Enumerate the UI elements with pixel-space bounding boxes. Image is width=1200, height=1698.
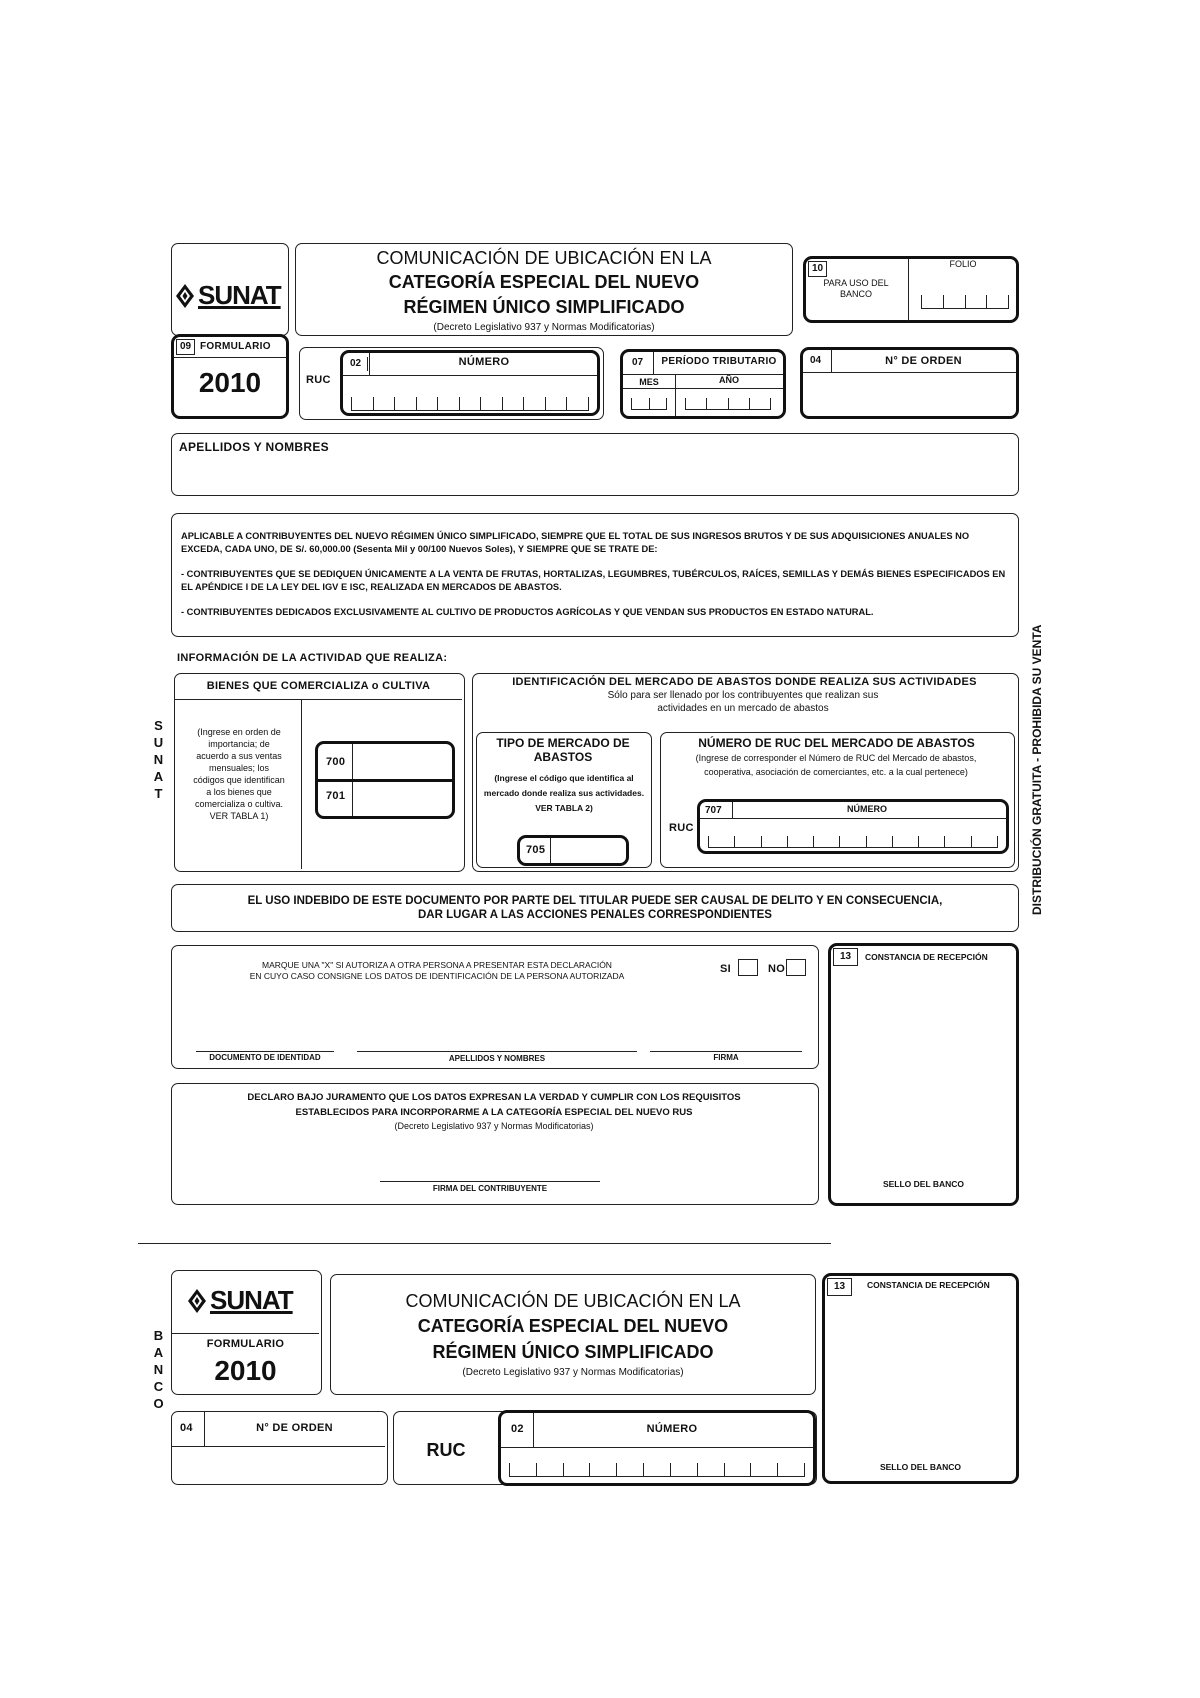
form-subtitle: (Decreto Legislativo 937 y Normas Modificatorias)	[433, 322, 655, 333]
si-label: SI	[720, 963, 731, 975]
mes-label: MES	[639, 377, 659, 387]
autoriza-box	[171, 945, 819, 1069]
bienes-box	[174, 673, 465, 872]
periodo-label: PERÍODO TRIBUTARIO	[661, 356, 777, 367]
sunat-logo: SUNAT	[198, 280, 281, 310]
bottom-sello-banco: SELLO DEL BANCO	[879, 1462, 962, 1472]
bottom-form-number: 2010	[214, 1355, 277, 1386]
bienes-instructions: (Ingrese en orden de importancia; de acuerdo a sus ventas mensuales; los códigos que identifican a los bienes que comercializa o cultiva. VER TABLA 1)	[193, 727, 285, 821]
folio-label: FOLIO	[949, 259, 977, 269]
code-705: 705	[526, 844, 546, 856]
tipo-instructions: (Ingrese el código que identifica al mercado donde realiza sus actividades. VER TABLA 2)	[483, 773, 645, 813]
declaro-line2: ESTABLECIDOS PARA INCORPORARME A LA CATEGORÍA ESPECIAL DEL NUEVO RUS	[295, 1107, 693, 1118]
warning-line1: EL USO INDEBIDO DE ESTE DOCUMENTO POR PARTE DEL TITULAR PUEDE SER CAUSAL DE DELITO Y EN CONSECUENCIA,	[247, 895, 943, 907]
form-title-line3: RÉGIMEN ÚNICO SIMPLIFICADO	[403, 297, 685, 317]
bottom-title-line1: COMUNICACIÓN DE UBICACIÓN EN LA	[405, 1291, 741, 1311]
ruc-box	[299, 347, 604, 420]
periodo-code: 07	[632, 357, 644, 368]
ruc-code: 02	[347, 357, 368, 371]
bottom-title-line3: RÉGIMEN ÚNICO SIMPLIFICADO	[432, 1342, 714, 1362]
autoriza-text-2: EN CUYO CASO CONSIGNE LOS DATOS DE IDENTIFICACIÓN DE LA PERSONA AUTORIZADA	[249, 971, 625, 981]
declaro-line3: (Decreto Legislativo 937 y Normas Modificatorias)	[394, 1121, 594, 1131]
sunat-logo-icon	[176, 284, 194, 308]
bank-use-box	[803, 256, 1019, 323]
form-code: 09	[176, 339, 195, 355]
bottom-ruc-numero-label: NÚMERO	[646, 1423, 698, 1435]
bottom-orden-box[interactable]	[171, 1411, 388, 1485]
code-700: 700	[326, 756, 346, 768]
applicable-box	[171, 513, 1019, 637]
no-checkbox[interactable]	[786, 959, 806, 976]
code-707: 707	[705, 805, 722, 816]
bottom-title-box	[330, 1274, 816, 1395]
firma-label: FIRMA	[713, 1053, 739, 1062]
numruc-instructions: (Ingrese de corresponder el Número de RUC del Mercado de abastos, cooperativa, asociación de comerciantes, etc. a la cual pertenece)	[695, 753, 977, 777]
sunat-logo-icon	[188, 1289, 206, 1313]
apellidos-label: APELLIDOS Y NOMBRES	[179, 440, 329, 454]
constancia-code: 13	[833, 948, 858, 966]
bottom-orden-code: 04	[180, 1422, 193, 1434]
declaro-line1: DECLARO BAJO JURAMENTO QUE LOS DATOS EXPRESAN LA VERDAD Y CUMPLIR CON LOS REQUISITOS	[247, 1092, 741, 1103]
side-label-distribucion: DISTRIBUCIÓN GRATUITA - PROHIBIDA SU VENTA	[1030, 624, 1044, 916]
firma-contribuyente-line[interactable]	[380, 1181, 600, 1182]
no-label: NO	[768, 963, 786, 975]
apellidos-nombres-label: APELLIDOS Y NOMBRES	[448, 1054, 546, 1063]
bottom-ruc-code: 02	[511, 1423, 524, 1435]
side-label-banco: BANCO	[151, 1328, 166, 1413]
orden-box[interactable]	[800, 347, 1019, 419]
periodo-box[interactable]	[620, 349, 786, 419]
orden-code: 04	[810, 355, 822, 366]
orden-label: N° DE ORDEN	[885, 355, 962, 367]
numruc-numero-label: NÚMERO	[847, 804, 887, 814]
firma-contribuyente-label: FIRMA DEL CONTRIBUYENTE	[432, 1184, 548, 1193]
field-705[interactable]	[517, 835, 629, 866]
code-701: 701	[326, 790, 346, 802]
folio-input[interactable]	[921, 295, 1009, 309]
ruc-label: RUC	[306, 374, 331, 386]
num-ruc-mercado-box	[660, 732, 1015, 868]
form-title-line2: CATEGORÍA ESPECIAL DEL NUEVO	[388, 272, 700, 292]
bottom-ruc-box	[393, 1411, 817, 1485]
ano-label: AÑO	[719, 375, 739, 385]
bottom-form-label: FORMULARIO	[206, 1338, 285, 1350]
bottom-constancia-label: CONSTANCIA DE RECEPCIÓN	[867, 1280, 990, 1290]
info-heading: INFORMACIÓN DE LA ACTIVIDAD QUE REALIZA:	[177, 652, 448, 664]
apellidos-nombres-line[interactable]	[357, 1051, 637, 1052]
si-checkbox[interactable]	[738, 959, 758, 976]
bottom-ruc-field[interactable]	[498, 1410, 816, 1486]
tipo-mercado-box	[476, 732, 652, 868]
applicable-bullet2: - CONTRIBUYENTES DEDICADOS EXCLUSIVAMENTE AL CULTIVO DE PRODUCTOS AGRÍCOLAS Y QUE VENDAN SUS PRODUCTOS EN ESTADO NATURAL.	[181, 607, 874, 617]
logo-box	[171, 243, 289, 336]
bottom-constancia-box	[822, 1273, 1019, 1484]
autoriza-text-1: MARQUE UNA "X" SI AUTORIZA A OTRA PERSONA A PRESENTAR ESTA DECLARACIÓN	[262, 960, 612, 970]
ruc-numero-label: NÚMERO	[458, 356, 510, 368]
warning-line2: DAR LUGAR A LAS ACCIONES PENALES CORRESPONDIENTES	[418, 909, 772, 921]
bottom-sunat-logo: SUNAT	[210, 1285, 293, 1315]
numruc-ruc-label: RUC	[669, 822, 694, 834]
bottom-subtitle: (Decreto Legislativo 937 y Normas Modificatorias)	[462, 1367, 684, 1378]
form-title-line1: COMUNICACIÓN DE UBICACIÓN EN LA	[376, 248, 712, 268]
doc-identidad-label: DOCUMENTO DE IDENTIDAD	[209, 1053, 321, 1062]
bottom-title-line2: CATEGORÍA ESPECIAL DEL NUEVO	[417, 1316, 729, 1336]
bottom-ruc-label: RUC	[426, 1440, 466, 1460]
field-700[interactable]	[315, 741, 455, 819]
field-707[interactable]	[697, 799, 1009, 854]
bottom-logo-box	[171, 1270, 322, 1395]
ruc-number-field[interactable]	[340, 350, 600, 416]
sello-banco-label: SELLO DEL BANCO	[882, 1179, 965, 1189]
bottom-orden-label: N° DE ORDEN	[256, 1422, 333, 1434]
apellidos-box[interactable]	[171, 433, 1019, 496]
tipo-header: TIPO DE MERCADO DE ABASTOS	[496, 736, 630, 764]
applicable-text: APLICABLE A CONTRIBUYENTES DEL NUEVO RÉGIMEN ÚNICO SIMPLIFICADO, SIEMPRE QUE EL TOTAL DE SUS INGRESOS BRUTOS Y DE SUS ADQUISICIONES ANUALES NO EXCEDA, CADA UNO, DE S/. 60,000.00 (Sesenta Mil y 00/100 Nuevos Soles), Y SIEMPRE QUE SE TRATE DE:	[181, 531, 970, 554]
declaro-box	[171, 1083, 819, 1205]
form-number: 2010	[198, 367, 262, 398]
numruc-header: NÚMERO DE RUC DEL MERCADO DE ABASTOS	[698, 736, 975, 750]
mercado-box	[472, 673, 1019, 872]
bottom-constancia-code: 13	[827, 1278, 852, 1296]
separator-line	[138, 1243, 831, 1244]
form-label: FORMULARIO	[200, 341, 271, 352]
constancia-box-top	[828, 943, 1019, 1206]
bank-code: 10	[808, 261, 827, 277]
formulario-box	[171, 334, 289, 419]
constancia-label: CONSTANCIA DE RECEPCIÓN	[865, 952, 988, 962]
warning-box	[171, 884, 1019, 932]
bienes-header: BIENES QUE COMERCIALIZA o CULTIVA	[206, 680, 431, 692]
bank-use-label: PARA USO DEL BANCO	[823, 278, 889, 299]
mercado-header: IDENTIFICACIÓN DEL MERCADO DE ABASTOS DONDE REALIZA SUS ACTIVIDADES	[512, 676, 977, 688]
side-label-sunat: SUNAT	[151, 718, 166, 803]
form-title-box	[295, 243, 793, 336]
mercado-sub: Sólo para ser llenado por los contribuyentes que realizan sus actividades en un mercado de abastos	[607, 690, 879, 714]
applicable-bullet1: - CONTRIBUYENTES QUE SE DEDIQUEN ÚNICAMENTE A LA VENTA DE FRUTAS, HORTALIZAS, LEGUMBRES, TUBÉRCULOS, RAÍCES, SEMILLAS Y DEMÁS BIENES ESPECIFICADOS EN EL APÉNDICE I DE LA LEY DEL IGV E ISC, REALIZADA EN MERCADOS DE ABASTOS.	[181, 569, 1006, 592]
